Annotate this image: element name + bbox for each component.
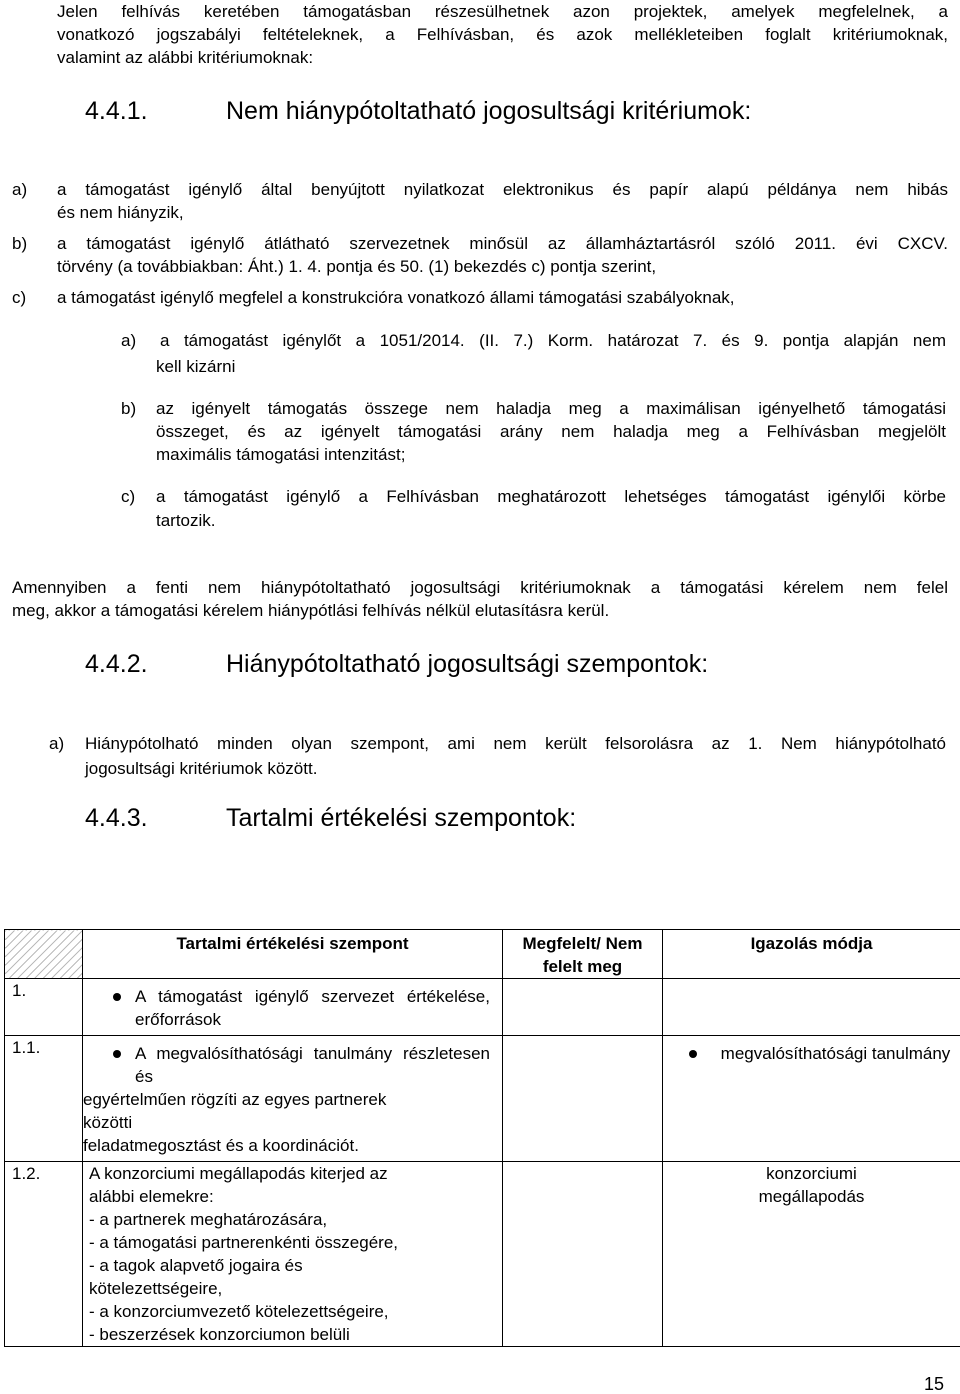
rejection-line-1: Amennyiben a fenti nem hiánypótoltatható jogosultsági kritériumoknak a támogatási kérelem nem felel [12, 578, 948, 597]
row-met-cell [503, 979, 663, 1036]
criterion-b-line-1: a támogatást igénylő átlátható szervezetnek minősül az államháztartásról szóló 2011. évi CXCV. [57, 234, 948, 253]
row-number: 1.2. [5, 1162, 83, 1347]
sub-criterion-b-line-1: az igényelt támogatás összege nem haladja meg a maximálisan igényelhető támogatási [156, 399, 946, 418]
sub-criterion-b-line-3: maximális támogatási intenzitást; [156, 445, 406, 464]
bullet-icon [113, 1050, 121, 1058]
row-1-2-line: - a támogatási partnerenkénti összegére, [89, 1233, 399, 1252]
table-row [5, 1036, 960, 1162]
table-row [5, 1162, 960, 1347]
list-marker-c: c) [12, 288, 27, 307]
row-number: 1. [5, 979, 83, 1036]
sub-criterion-b-line-2: összeget, és az igényelt támogatási arány nem haladja meg a Felhívásban megjelölt [156, 422, 946, 441]
row-proof-cell [663, 979, 960, 1036]
row-1-text: A támogatást igénylő szervezet értékelése, erőforrások [135, 987, 490, 1029]
page-number: 15 [924, 1374, 945, 1394]
row-1-2-line: - a partnerek meghatározására, [89, 1210, 328, 1229]
row-1-2-line: - beszerzések konzorciumon belüli [89, 1325, 350, 1344]
sublist-marker-c: c) [121, 487, 136, 506]
row-criterion [83, 979, 503, 1036]
row-criterion [83, 1162, 503, 1347]
rejection-line-2: meg, akkor a támogatási kérelem hiánypótlási felhívás nélkül elutasításra kerül. [12, 601, 610, 620]
criterion-a-line-1: a támogatást igénylő által benyújtott nyilatkozat elektronikus és papír alapú példánya nem hibás [57, 180, 948, 199]
table-header-row [5, 930, 960, 979]
row-proof [663, 1036, 960, 1162]
section-4-4-3-number: 4.4.3. [85, 804, 148, 832]
intro-line-1: Jelen felhívás keretében támogatásban részesülhetnek azon projektek, amelyek megfelelnek, a [57, 2, 948, 21]
criterion-a-line-2: és nem hiányzik, [57, 203, 184, 222]
row-1-1-line: egyértelműen rögzíti az egyes partnerek [83, 1090, 387, 1109]
section-4-4-2-item-line-1: Hiánypótolható minden olyan szempont, ami nem került felsorolásra az 1. Nem hiánypótolható [85, 734, 946, 753]
section-4-4-2-number: 4.4.2. [85, 650, 148, 678]
criterion-c-line: a támogatást igénylő megfelel a konstrukcióra vonatkozó állami támogatási szabályoknak, [57, 288, 735, 307]
table-row [5, 979, 960, 1036]
bullet-icon [689, 1050, 697, 1058]
evaluation-table [4, 929, 960, 1347]
row-1-1-first: A megvalósíthatósági tanulmány részletesen és [135, 1044, 490, 1086]
list-marker-b: b) [12, 234, 28, 253]
sub-criterion-a-line-1: a támogatást igénylőt a 1051/2014. (II. 7.) Korm. határozat 7. és 9. pontja alapján nem [160, 331, 946, 350]
list-marker-442-a: a) [49, 734, 65, 753]
section-4-4-2-item-line-2: jogosultsági kritériumok között. [85, 759, 318, 778]
row-1-1-line: közötti [83, 1113, 133, 1132]
row-met-cell [503, 1162, 663, 1347]
sub-criterion-c-line-2: tartozik. [156, 511, 216, 530]
sublist-marker-b: b) [121, 399, 137, 418]
row-1-1-first-para [113, 1042, 490, 1088]
table-header-met: Megfelelt/ Nem felelt meg [503, 930, 663, 979]
sub-criterion-c-line-1: a támogatást igénylő a Felhívásban meghatározott lehetséges támogatást igénylői körbe [156, 487, 946, 506]
section-4-4-1-number: 4.4.1. [85, 97, 148, 125]
table-header-number-cell [5, 930, 83, 979]
section-4-4-2-title: Hiánypótoltatható jogosultsági szempontok: [226, 650, 709, 678]
criterion-b-line-2: törvény (a továbbiakban: Áht.) 1. 4. pontja és 50. (1) bekezdés c) pontja szerint, [57, 257, 657, 276]
sublist-marker-a: a) [121, 331, 137, 350]
row-1-2-line: A konzorciumi megállapodás kiterjed az [89, 1164, 388, 1183]
intro-line-2: vonatkozó jogszabályi feltételeknek, a Felhívásban, és azok mellékleteiben foglalt kritériumoknak, [57, 25, 948, 44]
row-criterion [83, 1036, 503, 1162]
table-header-criterion: Tartalmi értékelési szempont [83, 930, 503, 979]
section-4-4-3-title: Tartalmi értékelési szempontok: [226, 804, 577, 832]
table-header-proof: Igazolás módja [663, 930, 960, 979]
section-4-4-1-title: Nem hiánypótoltatható jogosultsági kritériumok: [226, 97, 752, 125]
row-1-2-line: alábbi elemekre: [89, 1187, 214, 1206]
bullet-icon [113, 993, 121, 1001]
intro-line-3: valamint az alábbi kritériumoknak: [57, 48, 314, 67]
row-1-2-line: - a konzorciumvezető kötelezettségeire, [89, 1302, 389, 1321]
row-1-1-proof: megvalósíthatósági tanulmány [720, 1044, 951, 1063]
row-number: 1.1. [5, 1036, 83, 1162]
row-1-2-line: - a tagok alapvető jogaira és [89, 1256, 303, 1275]
list-marker-a: a) [12, 180, 28, 199]
row-1-1-line: feladatmegosztást és a koordinációt. [83, 1136, 359, 1155]
sub-criterion-a-line-2: kell kizárni [156, 357, 236, 376]
row-proof: konzorciumi megállapodás [663, 1162, 960, 1347]
row-met-cell [503, 1036, 663, 1162]
row-1-2-line: kötelezettségeire, [89, 1279, 223, 1298]
